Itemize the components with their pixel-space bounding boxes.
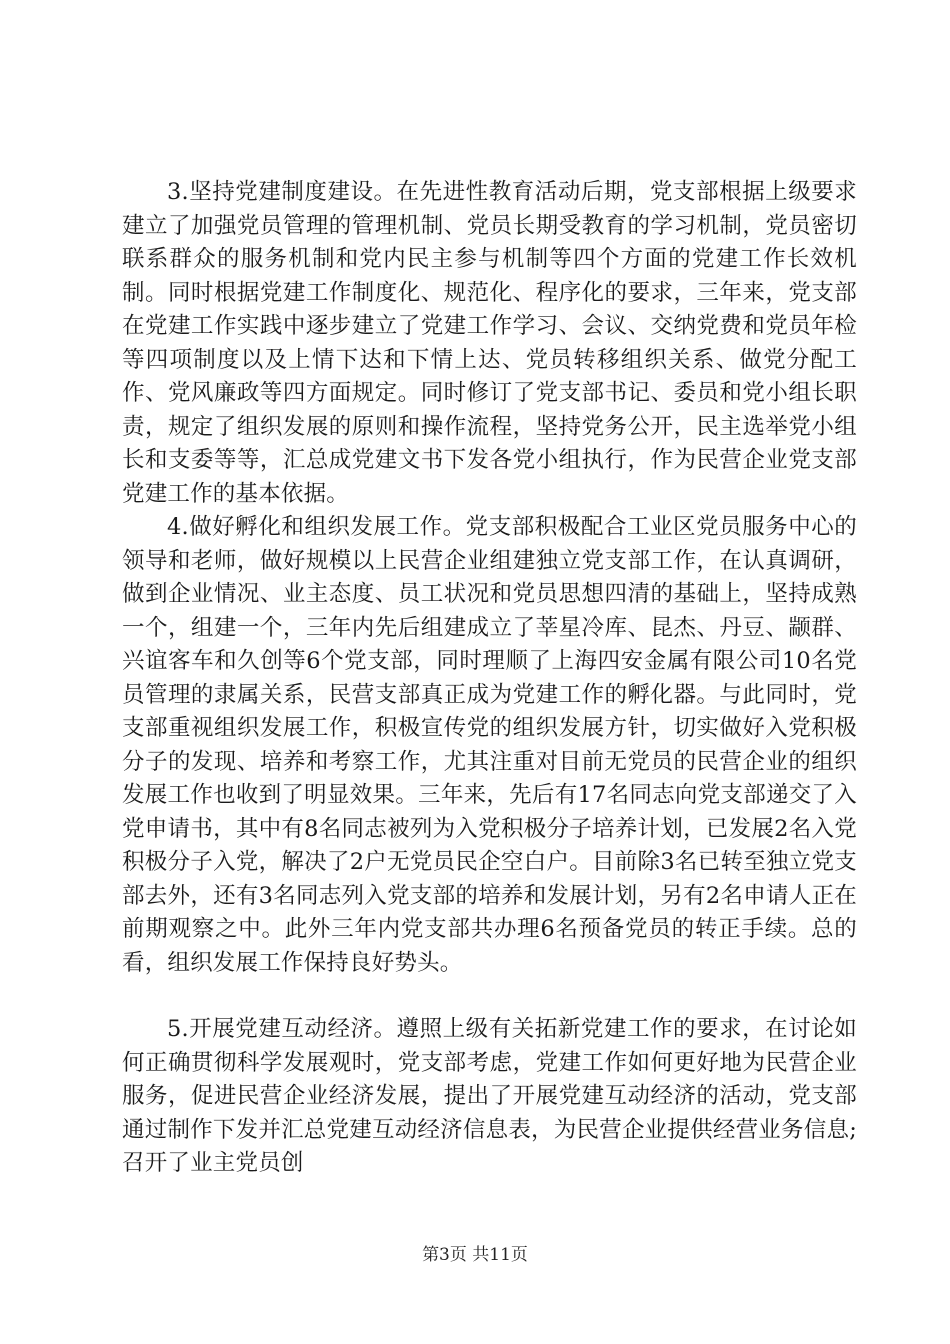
document-body — [122, 176, 857, 1181]
paragraph-party-building-interactive-economy: 5.开展党建互动经济。遵照上级有关拓新党建工作的要求，在讨论如何正确贯彻科学发展观时，党支部考虑，党建工作如何更好地为民营企业服务，促进民营企业经济发展，提出了开展党建互动经济的活动，党支部通过制作下发并汇总党建互动经济信息表，为民营企业提供经营业务信息;召开了业主党员创 — [122, 1016, 857, 1176]
paragraph-incubation-organization-development: 4.做好孵化和组织发展工作。党支部积极配合工业区党员服务中心的领导和老师，做好规模以上民营企业组建独立党支部工作，在认真调研，做到企业情况、业主态度、员工状况和党员思想四清的基础上，坚持成熟一个，组建一个，三年内先后组建成立了莘星冷库、昆杰、丹豆、颛群、兴谊客车和久创等6个党支部，同时理顺了上海四安金属有限公司10名党员管理的隶属关系，民营支部真正成为党建工作的孵化器。与此同时，党支部重视组织发展工作，积极宣传党的组织发展方针，切实做好入党积极分子的发现、培养和考察工作，尤其注重对目前无党员的民营企业的组织发展工作也收到了明显效果。三年来，先后有17名同志向党支部递交了入党申请书，其中有8名同志被列为入党积极分子培养计划，已发展2名入党积极分子入党，解决了2户无党员民企空白户。目前除3名已转至独立党支部去外，还有3名同志列入党支部的培养和发展计划，另有2名申请人正在前期观察之中。此外三年内党支部共办理6名预备党员的转正手续。总的看，组织发展工作保持良好势头。 — [122, 514, 857, 976]
page-footer: 第3页 共11页 — [422, 1245, 528, 1265]
paragraph-party-system-building: 3.坚持党建制度建设。在先进性教育活动后期，党支部根据上级要求建立了加强党员管理的管理机制、党员长期受教育的学习机制，党员密切联系群众的服务机制和党内民主参与机制等四个方面的党建工作长效机制。同时根据党建工作制度化、规范化、程序化的要求，三年来，党支部在党建工作实践中逐步建立了党建工作学习、会议、交纳党费和党员年检等四项制度以及上情下达和下情上达、党员转移组织关系、做党分配工作、党风廉政等四方面规定。同时修订了党支部书记、委员和党小组长职责，规定了组织发展的原则和操作流程，坚持党务公开，民主选举党小组长和支委等等，汇总成党建文书下发各党小组执行，作为民营企业党支部党建工作的基本依据。 — [122, 179, 857, 507]
